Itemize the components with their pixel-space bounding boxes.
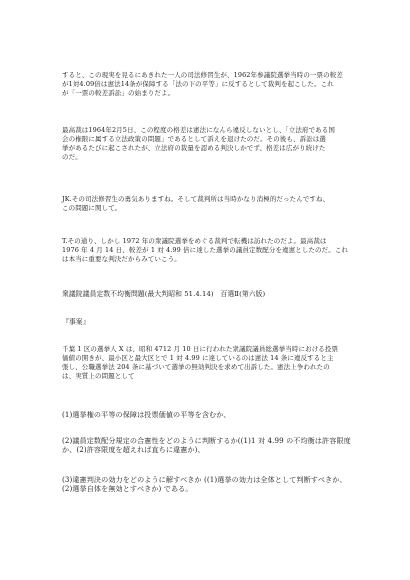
text-line: は、実質上の問題として — [62, 372, 135, 380]
issue-text: (2)議員定数配分規定の合憲性をどのように判断するか((1)1 対 4.99 の不均衡は許容限度 — [62, 436, 351, 445]
issue-2 — [62, 436, 362, 454]
text-line: T.その通り、しかし 1972 年の衆議院選挙をめぐる裁判で転機は訪れたのだよ。最高裁は — [62, 237, 327, 245]
text-line: 1976 年 4 月 14 日、較差が 1 対 4.99 倍に達した選挙の議員定数配分を違憲としたのだ。これ — [62, 246, 349, 254]
text-line: が1対4.09倍は憲法14条が保障する「法の下の平等」に反するとして裁判を起こした。これ — [62, 80, 334, 88]
issue-text: (2)選挙自体を無効とすべきか) である。 — [62, 484, 193, 493]
issue-text: (1)選挙権の平等の保障は投票価値の平等を含むか、 — [62, 410, 231, 419]
text-line: JK.その司法修習生の勇気ありますね。そして裁判所は当時かなり消極的だったんですね、 — [62, 195, 330, 203]
text-line: 挙があるたびに起こされたが、立法府の裁量を認める判決しかでず、格差は広がり続けた — [62, 144, 326, 152]
facts-heading-text: 『事案』 — [62, 318, 90, 326]
text-line: この問題に関して。 — [62, 204, 122, 212]
paragraph-teacher-reply — [62, 237, 362, 264]
text-line: 価値の開きが、最小区と最大区とで 1 対 4.99 に達しているのは憲法 14 条に違反すると主 — [62, 354, 334, 362]
paragraph-intro — [62, 71, 362, 98]
text-line: 会の権限に属する立法政策の問題」であるとして訴えを退けたのだ。その後も、訴訟は選 — [62, 135, 326, 143]
case-title — [62, 290, 362, 299]
paragraph-facts — [62, 345, 362, 381]
text-line: のだ。 — [62, 153, 82, 161]
text-line: 張し、公職選挙法 204 条に基づいて選挙の無効判決を求めて出訴した。憲法上争われたの — [62, 363, 330, 371]
text-line: が「一票の較差訴訟」の始まりだよ。 — [62, 89, 175, 97]
paragraph-jk-remark — [62, 195, 362, 213]
facts-heading — [62, 318, 362, 327]
issue-1 — [62, 410, 362, 419]
text-line: 千葉 1 区の選挙人 X は、昭和 4712 月 10 日に行われた衆議院議員総選挙当時における投票 — [62, 345, 339, 353]
issue-text: か、(2)許容限度を超えれば直ちに違憲か)、 — [62, 445, 205, 454]
text-line: 最高裁は1964年2月5日、この程度の格差は憲法になんら違反しないとし、「立法府である国 — [62, 126, 335, 134]
case-title-text: 衆議院議員定数不均衡問題(最大判昭和 51.4.14) 百選Ⅱ(第六版) — [62, 290, 266, 298]
issue-text: (3)違憲判決の効力をどのように解すべきか ((1)選挙の効力は全体として判断すべきか、 — [62, 475, 347, 484]
text-line: は本当に重要な判決だからみていこう。 — [62, 255, 181, 263]
paragraph-supreme-court-1964 — [62, 126, 362, 162]
text-line: すると、この現実を見るにあきれた一人の司法修習生が、1962年参議院選挙当時の一票の較差 — [62, 71, 343, 79]
issue-3 — [62, 475, 362, 493]
